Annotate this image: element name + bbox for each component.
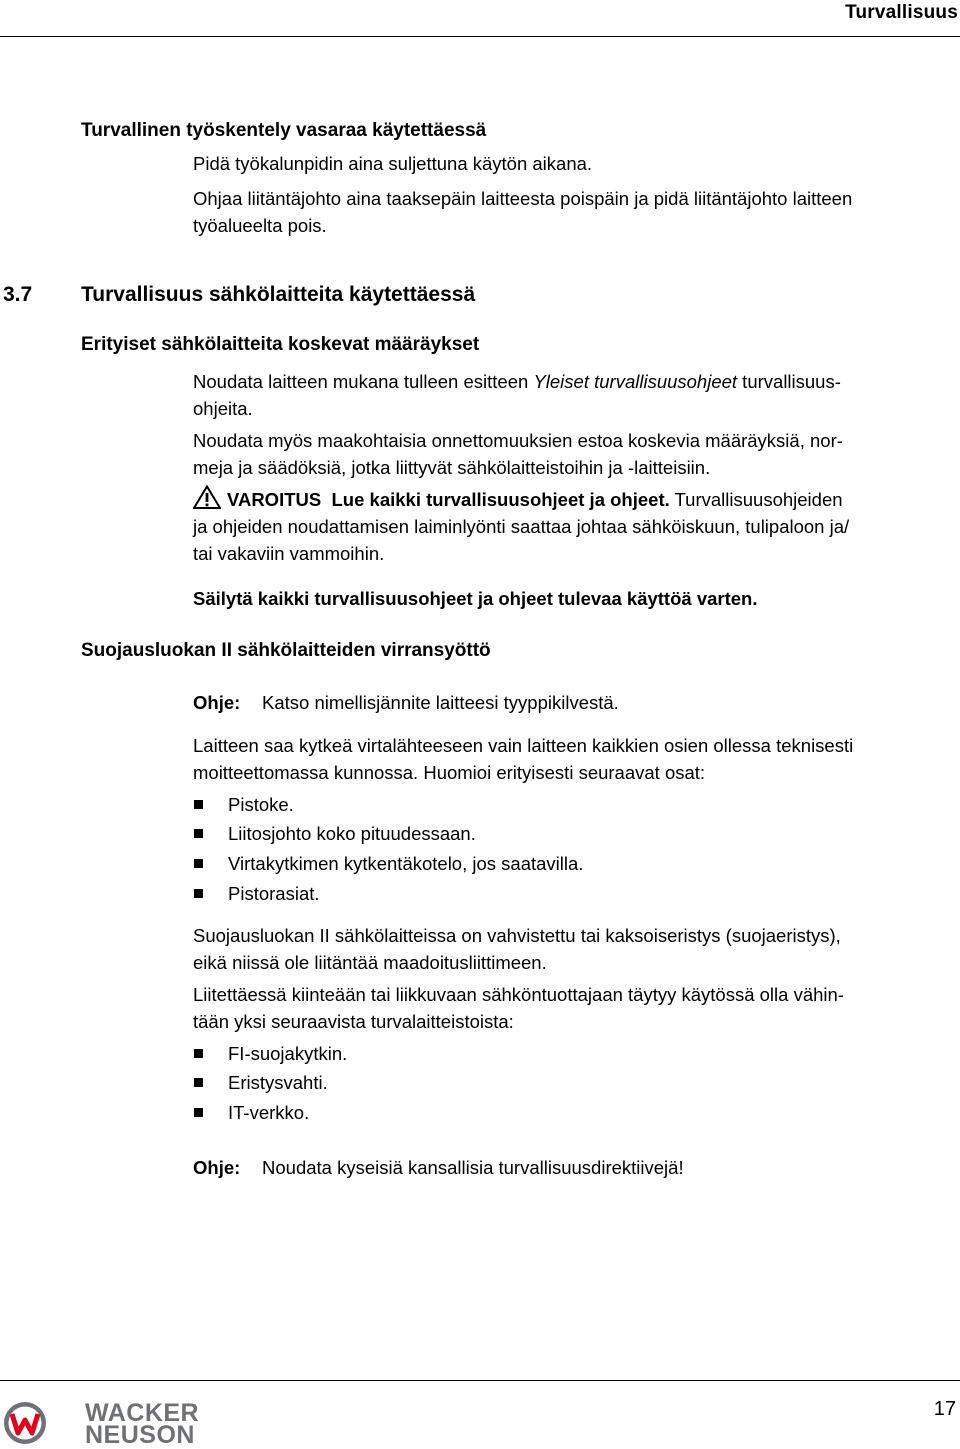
hammer-paragraph-2-line-1: Ohjaa liitäntäjohto aina taaksepäin laitteesta poispäin ja pidä liitäntäjohto laitteen (193, 188, 853, 209)
bullet-square-icon (194, 859, 203, 868)
list-item-text: FI-suojakytkin. (228, 1043, 348, 1064)
warning-label: VAROITUS (227, 489, 322, 510)
power-p3-line-1: Liitettäessä kiinteään tai liikkuvaan sähköntuottajaan täytyy käytössä olla vähin- (193, 984, 844, 1005)
list-item-text: Pistorasiat. (228, 883, 320, 904)
logo-line-2: NEUSON (85, 1421, 195, 1449)
page-number: 17 (933, 1398, 956, 1420)
warning-line-2: ja ohjeiden noudattamisen laiminlyönti saattaa johtaa sähköiskuun, tulipaloon ja/ (193, 516, 850, 537)
power-supply-heading: Suojausluokan II sähkölaitteiden virransyöttö (81, 640, 491, 661)
wacker-neuson-logo-icon (2, 1400, 48, 1446)
bullet-square-icon (194, 889, 203, 898)
note-2-label: Ohje: (193, 1157, 241, 1178)
power-p3-line-2: tään yksi seuraavista turvalaitteistoista: (193, 1011, 514, 1032)
list-item-text: Eristysvahti. (228, 1072, 328, 1093)
bullet-square-icon (194, 829, 203, 838)
power-p1-line-2: moitteettomassa kunnossa. Huomioi erityisesti seuraavat osat: (193, 762, 706, 783)
logo-line-1: WACKER (85, 1399, 200, 1427)
electrical-p1-pre: Noudata laitteen mukana tulleen esitteen (193, 371, 534, 392)
list-item-text: Liitosjohto koko pituudessaan. (228, 823, 476, 844)
bullet-square-icon (194, 800, 203, 809)
electrical-paragraph-1 (193, 368, 958, 422)
header-rule (0, 36, 960, 37)
note-1-label: Ohje: (193, 692, 241, 713)
list-item-text: Pistoke. (228, 794, 294, 815)
note-1 (193, 689, 619, 716)
electrical-heading: Erityiset sähkölaitteita koskevat määräykset (81, 334, 480, 355)
bullet-square-icon (194, 1049, 203, 1058)
warning-triangle-icon (193, 485, 221, 509)
list-item-text: Virtakytkimen kytkentäkotelo, jos saatavilla. (228, 853, 584, 874)
power-p1-line-1: Laitteen saa kytkeä virtalähteeseen vain laitteen kaikkien osien ollessa teknisesti (193, 735, 854, 756)
warning-bold-text: Lue kaikki turvallisuusohjeet ja ohjeet. (331, 489, 670, 510)
hammer-paragraph-2 (193, 185, 958, 239)
warning-line-3: tai vakaviin vammoihin. (193, 543, 385, 564)
general-safety-instructions-title: Yleiset turvallisuusohjeet (533, 371, 738, 392)
hammer-paragraph-2-line-2: työalueelta pois. (193, 215, 327, 236)
power-paragraph-2 (193, 922, 958, 976)
list-item-text: IT-verkko. (228, 1102, 310, 1123)
section-title: Turvallisuus sähkölaitteita käytettäessä (81, 283, 476, 306)
note-2 (193, 1154, 684, 1181)
hammer-paragraph-1: Pidä työkalunpidin aina suljettuna käytön aikana. (193, 153, 593, 174)
electrical-p1-post: turvallisuus- (737, 371, 841, 392)
electrical-p2-line-2: meja ja säädöksiä, jotka liittyvät sähkölaitteistoihin ja -laitteisiin. (193, 457, 711, 478)
electrical-paragraph-2 (193, 427, 958, 481)
company-logo-text (85, 1399, 200, 1449)
power-paragraph-3 (193, 981, 958, 1035)
bullet-square-icon (194, 1078, 203, 1087)
warning-block (193, 485, 958, 567)
note-2-text: Noudata kyseisiä kansallisia turvallisuusdirektiivejä! (262, 1157, 684, 1178)
power-p2-line-1: Suojausluokan II sähkölaitteissa on vahvistettu tai kaksoiseristys (suojaeristys), (193, 925, 841, 946)
note-1-text: Katso nimellisjännite laitteesi tyyppikilvestä. (262, 692, 619, 713)
section-number: 3.7 (3, 283, 33, 306)
electrical-p1-line-2: ohjeita. (193, 398, 253, 419)
hammer-heading: Turvallinen työskentely vasaraa käytettäessä (81, 120, 487, 141)
power-p2-line-2: eikä niissä ole liitäntää maadoitusliittimeen. (193, 952, 547, 973)
footer-rule (0, 1380, 960, 1381)
electrical-p2-line-1: Noudata myös maakohtaisia onnettomuuksien estoa koskevia määräyksiä, nor- (193, 430, 843, 451)
bullet-square-icon (194, 1108, 203, 1117)
keep-instructions-note: Säilytä kaikki turvallisuusohjeet ja ohjeet tulevaa käyttöä varten. (193, 588, 758, 609)
page-header-title: Turvallisuus (845, 2, 958, 23)
power-paragraph-1 (193, 732, 958, 786)
warning-rest-text: Turvallisuusohjeiden (669, 489, 843, 510)
